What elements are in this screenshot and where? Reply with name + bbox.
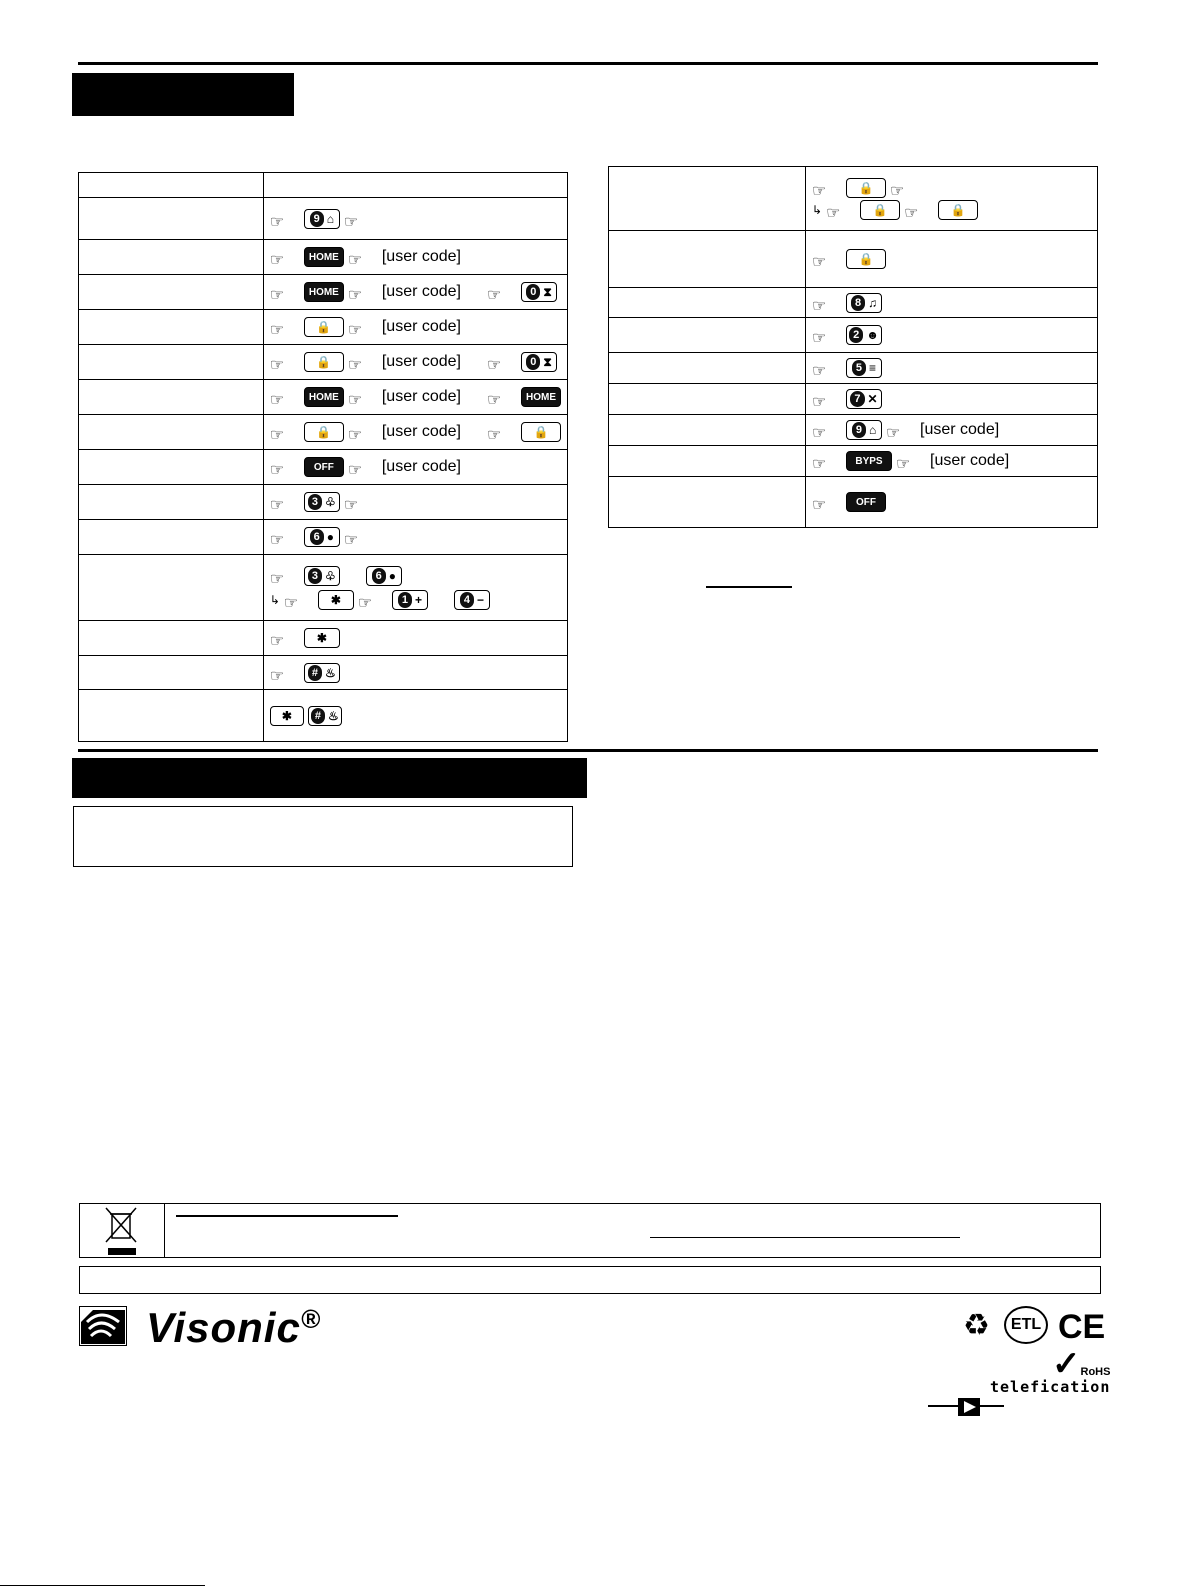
table-header-left bbox=[79, 173, 264, 198]
underline-mark bbox=[706, 586, 792, 588]
section-title-bar-2 bbox=[72, 758, 587, 798]
home-key: HOME bbox=[304, 247, 344, 267]
home-key: HOME bbox=[304, 387, 344, 407]
away-key: 🔒 bbox=[304, 317, 344, 337]
operations-table-right: ☞ 🔒 ☞ ↳ ☞ 🔒 ☞ 🔒 ☞ 🔒 ☞ 8 ♫ ☞ 2 ☻ ☞ 5 ≡ ☞ 7 ✕ ☞ 9 ⌂ ☞ [user code] ☞ BYPS ☞ [user code] ☞ OFF bbox=[608, 166, 1098, 528]
off-key: OFF bbox=[846, 492, 886, 512]
table-header-right bbox=[263, 173, 567, 198]
bypass-key: BYPS bbox=[846, 451, 892, 471]
user-code-text: [user code] bbox=[381, 283, 461, 300]
user-code-text: [user code] bbox=[381, 248, 461, 265]
notice-box bbox=[73, 806, 573, 867]
key-sequence: ☞ 9 ⌂ ☞ bbox=[270, 209, 561, 229]
home-key: HOME bbox=[521, 387, 561, 407]
section-title-bar bbox=[72, 73, 294, 116]
away-key: 🔒 bbox=[304, 352, 344, 372]
user-code-text: [user code] bbox=[930, 452, 1010, 469]
away-key: 🔒 bbox=[521, 422, 561, 442]
weee-line-1 bbox=[176, 1215, 398, 1217]
crossed-bin-icon bbox=[102, 1206, 142, 1256]
top-rule bbox=[78, 62, 1098, 65]
user-code-text: [user code] bbox=[920, 421, 1000, 438]
weee-line-2 bbox=[650, 1237, 960, 1238]
user-code-text: [user code] bbox=[381, 353, 461, 370]
middle-rule bbox=[78, 749, 1098, 752]
brand-name: Visonic® bbox=[146, 1304, 321, 1351]
recycle-icon: ♻ bbox=[963, 1309, 990, 1342]
home-key: HOME bbox=[304, 282, 344, 302]
away-key: 🔒 bbox=[304, 422, 344, 442]
rohs-icon: ✓RoHS bbox=[1052, 1345, 1111, 1383]
ce-icon: CE bbox=[1058, 1308, 1106, 1346]
telefication-label: telefication bbox=[990, 1378, 1111, 1396]
user-code-text: [user code] bbox=[381, 318, 461, 335]
bottom-rule bbox=[0, 1585, 205, 1586]
telefication-arrow-icon bbox=[928, 1398, 1004, 1418]
copyright-box bbox=[79, 1266, 1101, 1294]
etl-icon: ETL bbox=[1004, 1306, 1048, 1344]
user-code-text: [user code] bbox=[381, 458, 461, 475]
visonic-wave-icon bbox=[79, 1306, 127, 1346]
weee-box bbox=[79, 1203, 1101, 1258]
off-key: OFF bbox=[304, 457, 344, 477]
weee-icon-cell bbox=[80, 1204, 165, 1257]
user-code-text: [user code] bbox=[381, 423, 461, 440]
operations-table-left: ☞ 9 ⌂ ☞ ☞ HOME ☞ [user code] ☞ HOME ☞ [user code] ☞ 0 ⧗ ☞ 🔒 ☞ [user code] ☞ 🔒 ☞ [user code] ☞ 0 ⧗ ☞ HOME ☞ [user code] ☞ HOME ☞ 🔒 ☞ [user code] ☞ 🔒 ☞ OFF ☞ [user code] ☞ 3 ♧ ☞ ☞ 6 ● ☞ ☞ 3 ♧ 6 ● ↳ ☞ ✱ ☞ 1 + 4 − ☞ ✱ ☞ # ♨ ✱ # ♨ bbox=[78, 172, 568, 742]
user-code-text: [user code] bbox=[381, 388, 461, 405]
